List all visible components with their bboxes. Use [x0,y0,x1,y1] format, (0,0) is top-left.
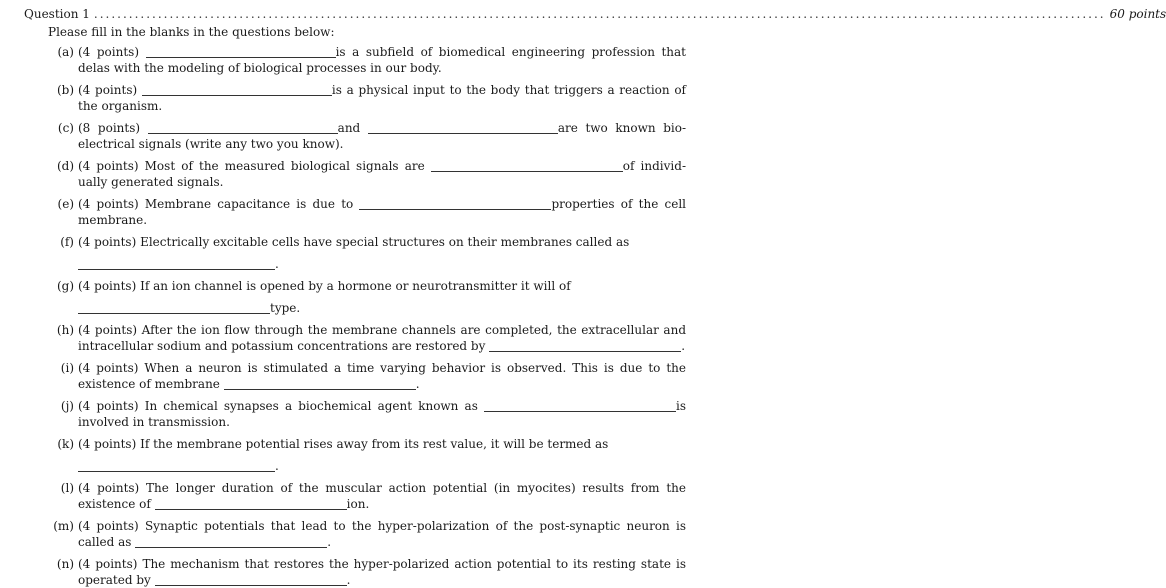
item-text-part: ion. [346,497,370,511]
question-title: Question 1 [24,7,90,21]
item-text [78,44,686,76]
item-text [78,518,686,550]
item-text-part: . [275,459,279,473]
answer-blank[interactable] [359,197,551,210]
answer-blank[interactable] [484,399,676,412]
item-label: (a) [57,45,74,59]
item-text-part: (4 points) If the membrane potential rises away from its rest value, it will be termed as [78,437,609,451]
item-text [78,82,686,114]
item-text-part: (4 points) The mechanism that restores the hyper-polarized action potential to its resting state is operated by [78,557,686,587]
item-text-part: . [681,339,686,353]
item-text-part: . [346,573,351,587]
question-header [24,6,1166,24]
answer-blank[interactable] [489,339,681,352]
item-text-part: (8 points) [78,121,141,135]
item-text [78,196,686,228]
question-item-d [24,158,686,190]
question-item-k [24,436,686,474]
item-text-part: properties of the cell membrane. [78,197,687,227]
question-item-n [24,556,686,588]
item-text-part: (4 points) The longer duration of the muscular action potential (in myocites) results from the existence of [78,481,686,511]
item-text [78,234,686,272]
question-points: 60 points [1109,7,1166,21]
item-text [78,480,686,512]
item-text-part: (4 points) If an ion channel is opened by a hormone or neurotransmitter it will of [78,279,571,293]
item-label: (i) [60,361,74,375]
item-text-part: is a subfield of biomedical engineering profession that delas with the modeling of biological processes in our body. [78,45,686,75]
item-label: (n) [56,557,74,571]
item-text [78,322,686,354]
answer-blank[interactable] [142,83,332,96]
blank-line [78,458,686,474]
item-text-part: (4 points) After the ion flow through the membrane channels are completed, the extracellular and intracellular sodium and potassium concentrations are restored by [78,323,686,353]
item-text-part: (4 points) [78,83,138,97]
item-label: (f) [60,235,74,249]
leader-dots: .............................................................................................................................................................................. [93,7,1106,21]
question-item-a [24,44,686,76]
item-label: (c) [57,121,74,135]
item-label: (j) [60,399,74,413]
item-text [78,556,686,588]
question-item-l [24,480,686,512]
answer-blank[interactable] [368,121,558,134]
item-text-part: . [275,257,279,271]
item-label: (k) [57,437,74,451]
item-label: (e) [57,197,74,211]
item-label: (d) [56,159,74,173]
item-label: (m) [53,519,74,533]
item-text-part: (4 points) In chemical synapses a biochemical agent known as [78,399,478,413]
answer-blank[interactable] [155,497,347,510]
item-text-part: is a physical input to the body that triggers a reaction of the organism. [78,83,687,113]
answer-blank[interactable] [431,159,623,172]
answer-blank[interactable] [224,377,416,390]
instructions: Please fill in the blanks in the questions below: [48,25,335,39]
item-text-part: . [415,377,420,391]
item-text-part: and [337,121,361,135]
question-item-c [24,120,686,152]
item-text-part: (4 points) Membrane capacitance is due to [78,197,354,211]
item-text-part: (4 points) Electrically excitable cells have special structures on their membranes called as [78,235,630,249]
item-text [78,360,686,392]
answer-blank[interactable] [78,459,275,472]
question-item-e [24,196,686,228]
item-text [78,278,686,316]
blank-line [78,300,686,316]
item-text-part: (4 points) Synaptic potentials that lead to the hyper-polarization of the post-synaptic neuron is called as [78,519,686,549]
item-label: (g) [56,279,74,293]
answer-blank[interactable] [78,257,275,270]
item-text-part: . [327,535,332,549]
answer-blank[interactable] [135,535,327,548]
item-label: (l) [60,481,74,495]
item-text-part: (4 points) Most of the measured biological signals are [78,159,425,173]
question-list [24,44,686,588]
answer-blank[interactable] [146,45,336,58]
question-item-i [24,360,686,392]
item-text-part: are two known bio-electrical signals (write any two you know). [78,121,686,151]
item-text [78,398,686,430]
question-item-j [24,398,686,430]
answer-blank[interactable] [78,301,270,314]
item-text-part: type. [270,301,301,315]
question-item-h [24,322,686,354]
question-item-b [24,82,686,114]
item-text [78,120,686,152]
item-text-part: is involved in transmission. [78,399,686,429]
item-label: (b) [56,83,74,97]
question-item-f [24,234,686,272]
answer-blank[interactable] [155,573,347,586]
blank-line [78,256,686,272]
item-text-part: of individ-ually generated signals. [78,159,687,189]
item-label: (h) [56,323,74,337]
question-item-m [24,518,686,550]
item-text [78,436,686,474]
item-text-part: (4 points) [78,45,140,59]
question-item-g [24,278,686,316]
answer-blank[interactable] [148,121,338,134]
item-text-part: (4 points) When a neuron is stimulated a time varying behavior is observed. This is due to the existence of membrane [78,361,686,391]
item-text [78,158,686,190]
